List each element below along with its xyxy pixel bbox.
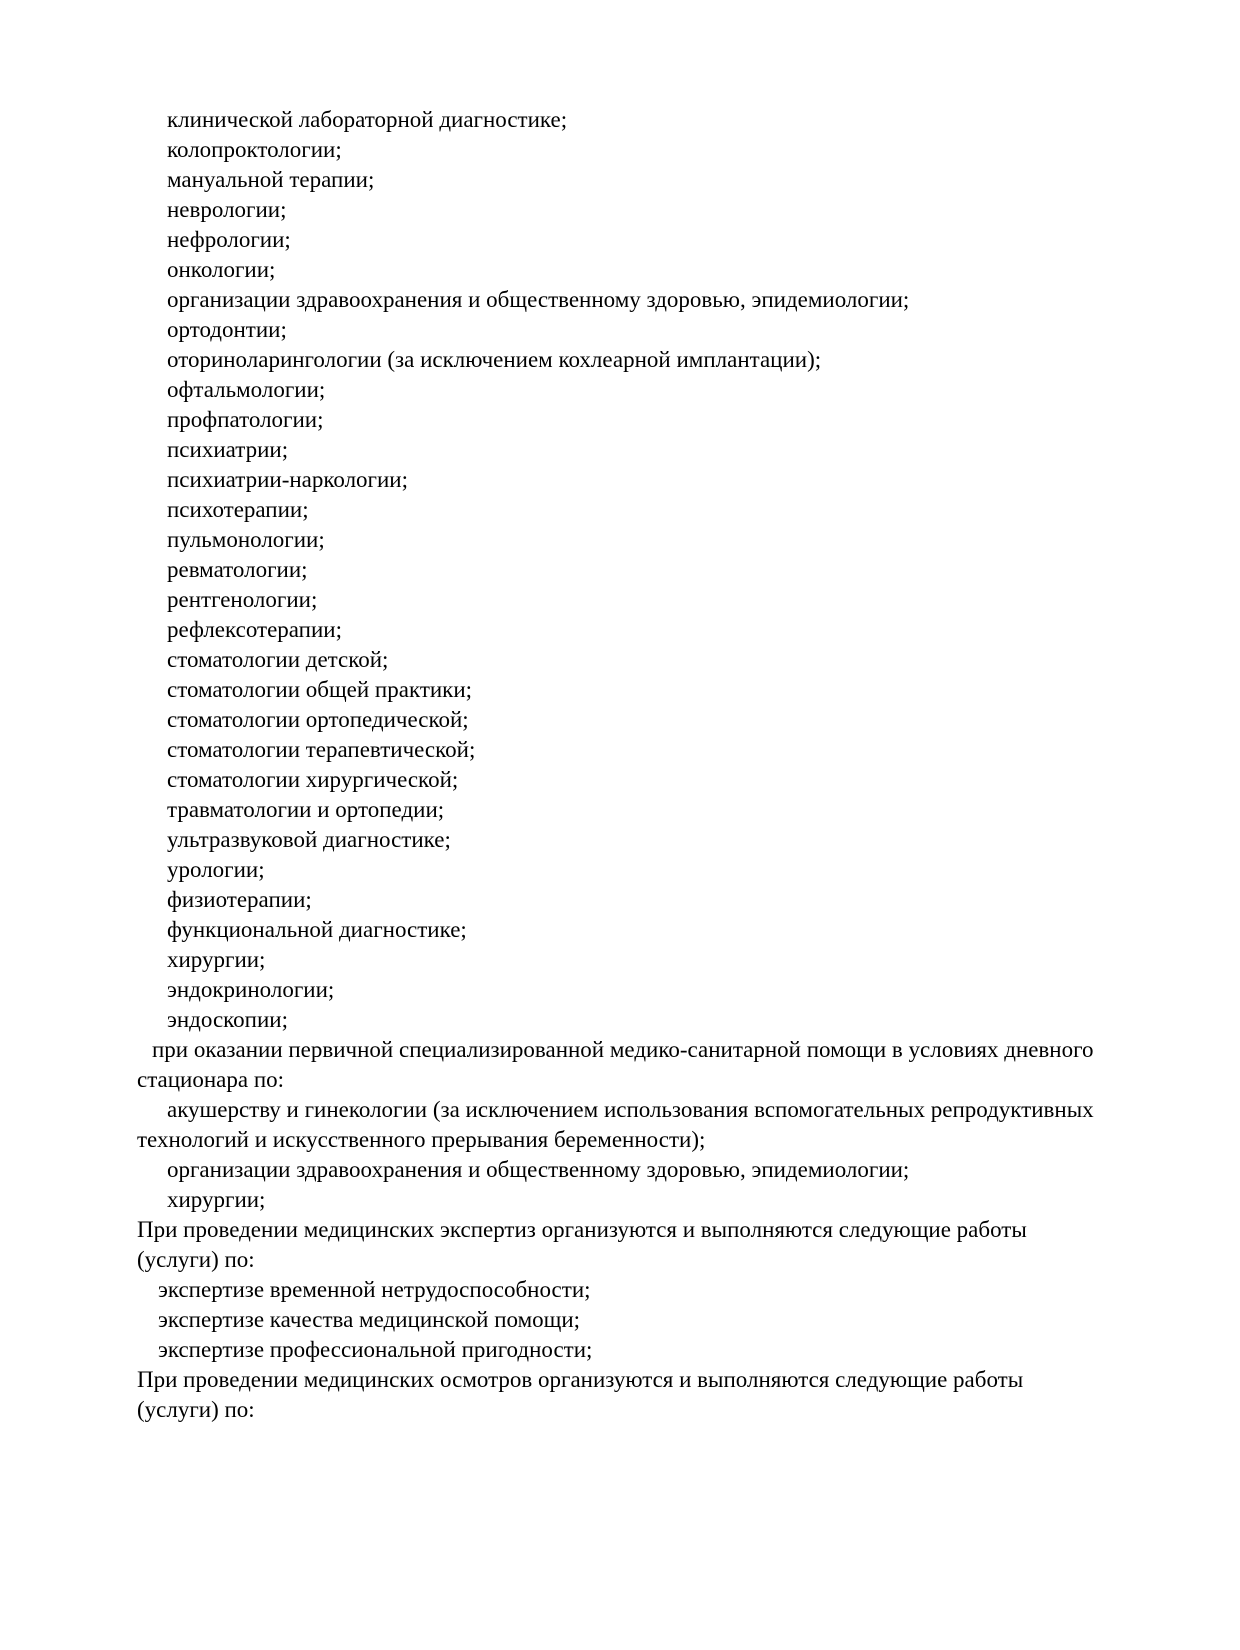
text-line: психиатрии-наркологии; xyxy=(167,467,408,492)
text-line: организации здравоохранения и общественному здоровью, эпидемиологии; xyxy=(167,1157,910,1182)
text-line: (услуги) по: xyxy=(137,1247,255,1272)
text-line: хирургии; xyxy=(167,1187,266,1212)
text-line: (услуги) по: xyxy=(137,1397,255,1422)
text-line: стоматологии детской; xyxy=(167,647,389,672)
text-line: офтальмологии; xyxy=(167,377,326,402)
text-line: клинической лабораторной диагностике; xyxy=(167,107,568,132)
text-line: рефлексотерапии; xyxy=(167,617,342,642)
text-line: эндоскопии; xyxy=(167,1007,288,1032)
text-line: стоматологии общей практики; xyxy=(167,677,473,702)
text-line: колопроктологии; xyxy=(167,137,342,162)
license-works-list xyxy=(137,105,1210,1425)
text-line: рентгенологии; xyxy=(167,587,318,612)
text-line: нефрологии; xyxy=(167,227,291,252)
text-line: мануальной терапии; xyxy=(167,167,375,192)
text-line: профпатологии; xyxy=(167,407,324,432)
text-line: технологий и искусственного прерывания беременности); xyxy=(137,1127,706,1152)
text-line: организации здравоохранения и общественному здоровью, эпидемиологии; xyxy=(167,287,910,312)
text-line: экспертизе временной нетрудоспособности; xyxy=(158,1277,591,1302)
text-line: стоматологии терапевтической; xyxy=(167,737,476,762)
text-line: психиатрии; xyxy=(167,437,289,462)
text-line: стационара по: xyxy=(137,1067,285,1092)
text-line: неврологии; xyxy=(167,197,287,222)
text-line: экспертизе качества медицинской помощи; xyxy=(158,1307,581,1332)
text-line: при оказании первичной специализированной медико-санитарной помощи в условиях дневного xyxy=(152,1037,1094,1062)
text-line: травматологии и ортопедии; xyxy=(167,797,445,822)
text-line: эндокринологии; xyxy=(167,977,335,1002)
text-line: ортодонтии; xyxy=(167,317,287,342)
text-line: ультразвуковой диагностике; xyxy=(167,827,451,852)
text-line: оториноларингологии (за исключением кохлеарной имплантации); xyxy=(167,347,822,372)
text-line: стоматологии хирургической; xyxy=(167,767,459,792)
text-line: урологии; xyxy=(167,857,265,882)
text-line: хирургии; xyxy=(167,947,266,972)
text-line: При проведении медицинских экспертиз организуются и выполняются следующие работы xyxy=(137,1217,1027,1242)
text-line: физиотерапии; xyxy=(167,887,312,912)
text-line: ревматологии; xyxy=(167,557,308,582)
text-line: акушерству и гинекологии (за исключением использования вспомогательных репродуктивных xyxy=(167,1097,1094,1122)
text-line: онкологии; xyxy=(167,257,276,282)
text-line: психотерапии; xyxy=(167,497,309,522)
text-line: стоматологии ортопедической; xyxy=(167,707,469,732)
text-line: экспертизе профессиональной пригодности; xyxy=(158,1337,593,1362)
text-line: При проведении медицинских осмотров организуются и выполняются следующие работы xyxy=(137,1367,1024,1392)
text-line: пульмонологии; xyxy=(167,527,325,552)
text-line: функциональной диагностике; xyxy=(167,917,467,942)
